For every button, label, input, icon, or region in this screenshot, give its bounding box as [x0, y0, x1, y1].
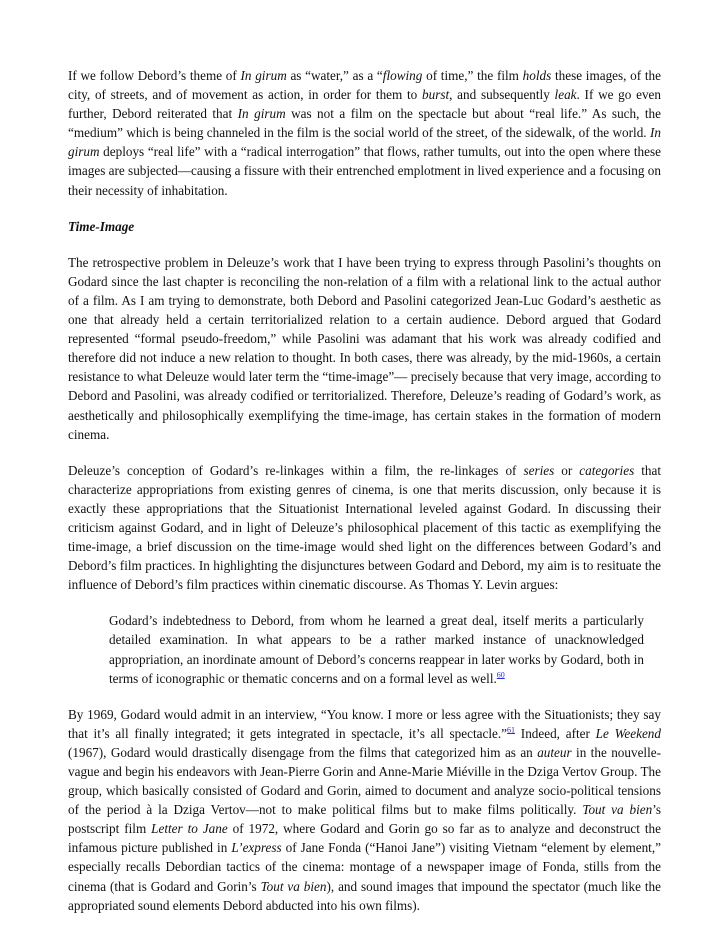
text-run: of time,” the film	[422, 68, 523, 83]
text-run: that characterize appropriations from existing genres of cinema, is one that merits discussion, only because it is exactly these appropriations that the Situationist International leveled against Godard. In discussing their criticism against Godard, and in light of Deleuze’s philosophical placement of this tactic as exemplifying the time-image, a brief discussion on the time-image would shed light on the differences between Godard’s and Debord’s film practices. In highlighting the disjunctures between Godard and Debord, my aim is to resituate the influence of Debord’s film practices within cinematic discourse. As Thomas Y. Levin argues:	[68, 462, 661, 593]
emphasis-holds: holds	[522, 68, 552, 83]
text-run: ’s postscript film	[68, 802, 661, 837]
quote-text: Godard’s indebtedness to Debord, from whom he learned a great deal, itself merits a particularly detailed examination. In what appears to be a rather marked instance of unacknowledged appropriation, an inordinate amount of Debord’s concerns reappear in later works by Godard, both in terms of iconographic or thematic concerns and on a formal level as well.	[109, 613, 644, 686]
text-run: these images, of the city, of streets, and of movement as action, in order for them to	[68, 68, 661, 103]
emphasis-series: series	[523, 462, 555, 478]
footnote-link-61[interactable]: 61	[507, 725, 516, 735]
emphasis-burst: burst	[422, 87, 450, 103]
paragraph-deleuze-conception	[68, 461, 661, 595]
text-run: . If we go even further, Debord reiterated that	[68, 87, 661, 122]
emphasis-leak: leak	[554, 87, 577, 103]
paragraph-retrospective-problem: The retrospective problem in Deleuze’s work that I have been trying to express through Pasolini’s thoughts on Godard since the last chapter is reconciling the non-relation of a film with a relational link to the actual author of a film. As I am trying to demonstrate, both Debord and Pasolini categorized Jean-Luc Godard’s aesthetic as one that already held a certain territorialized relation to a certain audience. Debord argued that Godard represented “formal pseudo-freedom,” while Pasolini was adamant that his work was already codified and therefore did not induce a new relation to thought. In both cases, there was already, by the mid-1960s, a certain resistance to what Deleuze would later term the “time-image”— precisely because that very image, according to Debord and Pasolini, was already codified or territorialized. Therefore, Deleuze’s reading of Godard’s work, as aesthetically and philosophically exemplifying the time-image, has certain stakes in the formation of modern cinema.	[68, 254, 661, 442]
text-run: of Jane Fonda (“Hanoi Jane”) visiting Vietnam “element by element,” especially recalls Debordian tactics of the cinema: montage of a newspaper image of Fonda, stills from the cinema (that is Godard and Gorin’s	[68, 840, 662, 894]
emphasis-categories: categories	[579, 462, 635, 478]
text-run: of 1972, where Godard and Gorin go so far as to analyze and deconstruct the infamous picture published in	[68, 821, 661, 856]
paragraph-godard-1969	[68, 705, 661, 915]
text-run: (1967), Godard would drastically disengage from the films that categorized him as an	[68, 744, 538, 760]
text-run: was not a film on the spectacle but about “real life.” As such, the “medium” which is being channeled in the film is the social world of the street, of the sidewalk, of the world.	[68, 106, 661, 141]
block-quote-levin	[109, 611, 644, 687]
film-title-tout-va-bien: Tout va bien	[582, 802, 653, 818]
text-run: By 1969, Godard would admit in an interview, “You know. I more or less agree with the Situationists; they say that it’s all finally integrated; it gets integrated in spectacle, it’s all spectacle.”	[68, 706, 661, 741]
film-title-letter-to-jane: Letter to Jane	[151, 821, 228, 837]
footnote-link-60[interactable]: 60	[496, 670, 505, 680]
publication-title-lexpress: L’express	[231, 840, 282, 856]
film-title-in-girum: In girum	[68, 125, 661, 160]
text-run: as “water,” as a “	[286, 68, 383, 83]
document-page	[68, 66, 661, 932]
text-run: Deleuze’s conception of Godard’s re-linkages within a film, the re-linkages of	[68, 462, 524, 478]
text-run: , and subsequently	[449, 87, 555, 103]
text-run: ), and sound images that impound the spectator (much like the appropriated sound elements Debord abducted into his own films).	[68, 878, 661, 913]
text-run: in the nouvelle-vague and begin his endeavors with Jean-Pierre Gorin and Anne-Marie Miéville in the Dziga Vertov Group. The group, which basically consisted of Godard and Gorin, aimed to document and analyze socio-political tensions of the period à la Dziga Vertov—not to make political films but to make films politically.	[68, 744, 661, 818]
film-title-tout-va-bien: Tout va bien	[260, 878, 327, 894]
text-run: or	[554, 462, 580, 478]
film-title-le-weekend: Le Weekend	[595, 725, 661, 741]
film-title-in-girum: In girum	[240, 68, 287, 83]
film-title-in-girum: In girum	[237, 106, 286, 122]
text-run: deploys “real life” with a “radical interrogation” that flows, rather tumults, out into the open where these images are subjected—causing a fissure with their entrenched emplotment in lived experience and a focusing on their necessity of inhabitation.	[68, 144, 661, 198]
section-heading-time-image: Time-Image	[68, 218, 135, 234]
paragraph-water-flowing	[68, 66, 661, 200]
emphasis-auteur: auteur	[537, 744, 572, 760]
emphasis-flowing: flowing	[382, 68, 423, 83]
text-run: Indeed, after	[515, 725, 596, 741]
text-run: If we follow Debord’s theme of	[68, 68, 241, 83]
